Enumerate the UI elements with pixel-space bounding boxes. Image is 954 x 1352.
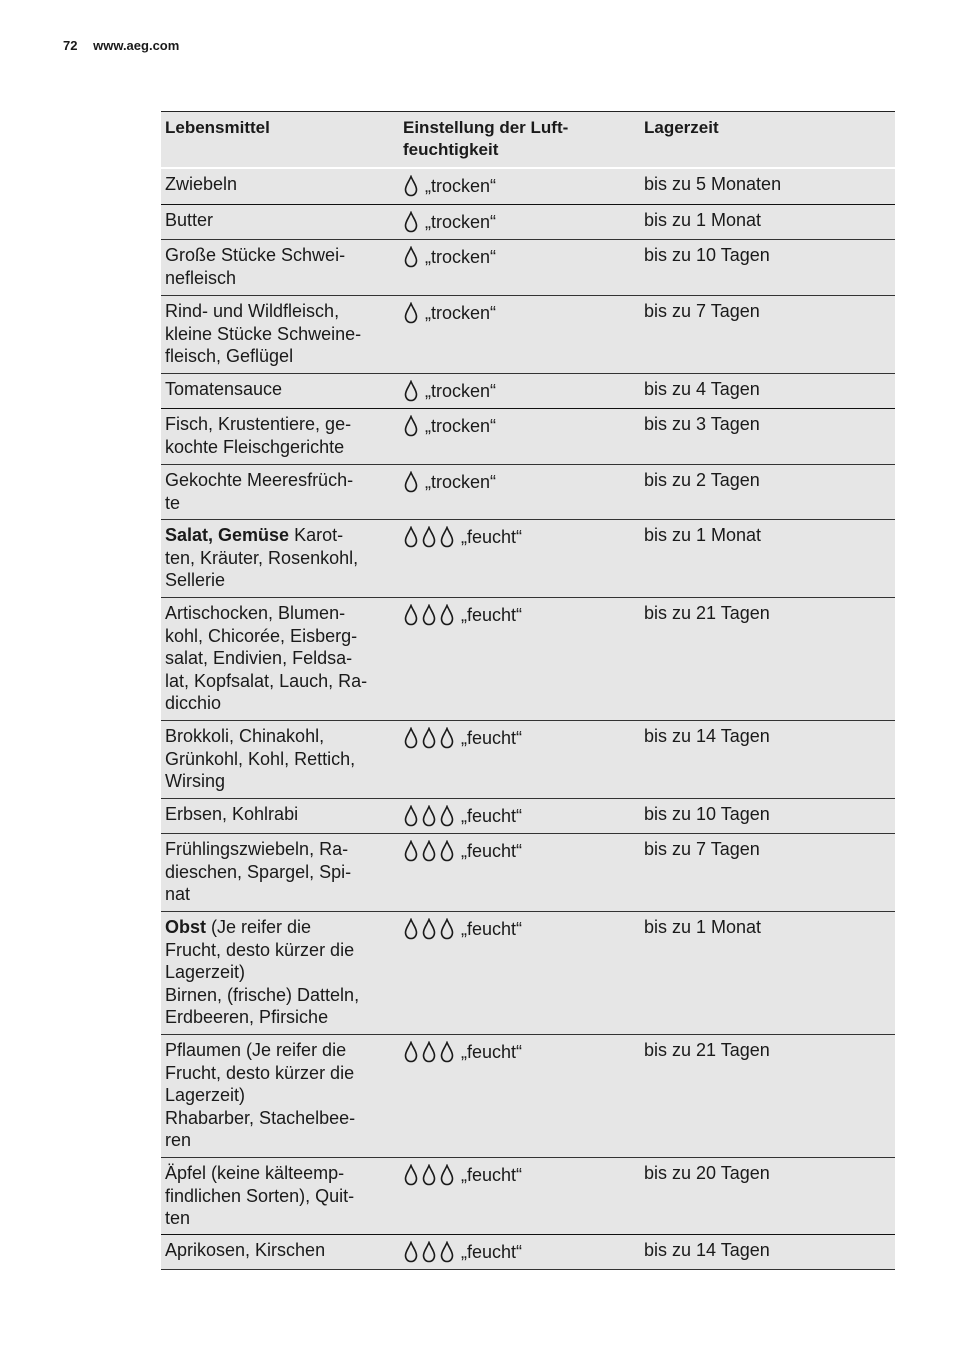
table-row (161, 598, 895, 721)
storage-time-cell: bis zu 1 Monat (644, 917, 762, 937)
storage-time-cell: bis zu 10 Tagen (644, 804, 770, 824)
water-drop-icon (403, 1041, 421, 1069)
humidity-setting: „feucht“ (461, 1042, 523, 1062)
storage-table (161, 111, 895, 1270)
table-row (161, 465, 895, 520)
header-humidity: Einstellung der Luft- feuchtigkeit (403, 118, 569, 159)
water-drop-icon (439, 840, 457, 868)
food-cell (161, 834, 399, 911)
food-text: Äpfel (keine kälteemp- findlichen Sorten), Quit- ten (165, 1163, 355, 1228)
table-row (161, 1235, 895, 1270)
water-drop-icon (439, 1041, 457, 1069)
storage-time-cell: bis zu 1 Monat (644, 525, 762, 545)
food-text: Pflaumen (Je reifer die Frucht, desto kürzer die Lagerzeit) Rhabarber, Stachelbee- ren (165, 1040, 356, 1150)
humidity-cell (399, 834, 640, 911)
food-text: Rind- und Wildfleisch, kleine Stücke Schweine- fleisch, Geflügel (165, 301, 362, 366)
storage-time-cell: bis zu 21 Tagen (644, 603, 770, 623)
table-row (161, 1158, 895, 1235)
food-cell (161, 799, 399, 833)
storage-time-cell: bis zu 1 Monat (644, 210, 762, 230)
storage-time-cell: bis zu 5 Monaten (644, 174, 782, 194)
humidity-setting: „trocken“ (425, 472, 497, 492)
food-cell (161, 374, 399, 408)
water-drop-icon (403, 1241, 421, 1269)
water-drop-icon (421, 526, 439, 554)
storage-time-cell: bis zu 10 Tagen (644, 245, 770, 265)
humidity-drop-icons (403, 727, 457, 755)
water-drop-icon (403, 302, 421, 330)
food-cell (161, 1035, 399, 1157)
water-drop-icon (439, 526, 457, 554)
humidity-drop-icons (403, 415, 421, 443)
storage-time-cell: bis zu 14 Tagen (644, 1240, 770, 1260)
storage-time-cell: bis zu 4 Tagen (644, 379, 760, 399)
humidity-drop-icons (403, 211, 421, 239)
humidity-cell (399, 374, 640, 408)
water-drop-icon (403, 805, 421, 833)
water-drop-icon (421, 840, 439, 868)
water-drop-icon (403, 175, 421, 203)
humidity-setting: „trocken“ (425, 303, 497, 323)
humidity-cell (399, 912, 640, 1034)
table-row (161, 169, 895, 205)
water-drop-icon (421, 805, 439, 833)
humidity-drop-icons (403, 1241, 457, 1269)
page-number: 72 (63, 38, 78, 53)
humidity-drop-icons (403, 1164, 457, 1192)
food-cell (161, 296, 399, 373)
food-text: Artischocken, Blumen- kohl, Chicorée, Eisberg- salat, Endivien, Feldsa- lat, Kopfsalat, Lauch, Ra- dicchio (165, 603, 368, 713)
food-cell (161, 520, 399, 597)
water-drop-icon (439, 805, 457, 833)
table-row (161, 374, 895, 409)
table-row (161, 721, 895, 799)
humidity-drop-icons (403, 246, 421, 274)
food-text: Große Stücke Schwei- nefleisch (165, 245, 346, 288)
storage-time-cell: bis zu 14 Tagen (644, 726, 770, 746)
water-drop-icon (403, 1164, 421, 1192)
humidity-setting: „feucht“ (461, 728, 523, 748)
humidity-setting: „trocken“ (425, 381, 497, 401)
water-drop-icon (403, 380, 421, 408)
food-text: (Je reifer die Frucht, desto kürzer die Lagerzeit) Birnen, (frische) Datteln, Erdbeeren, Pfirsiche (165, 917, 360, 1027)
humidity-drop-icons (403, 526, 457, 554)
storage-time-cell: bis zu 7 Tagen (644, 839, 760, 859)
food-text: Karot- ten, Kräuter, Rosenkohl, Sellerie (165, 525, 359, 590)
water-drop-icon (403, 246, 421, 274)
water-drop-icon (421, 1241, 439, 1269)
food-text: Butter (165, 210, 214, 230)
water-drop-icon (403, 727, 421, 755)
food-cell (161, 1158, 399, 1234)
food-text: Brokkoli, Chinakohl, Grünkohl, Kohl, Rettich, Wirsing (165, 726, 356, 791)
food-cell (161, 169, 399, 204)
header-food: Lebensmittel (165, 118, 270, 137)
humidity-cell (399, 1035, 640, 1157)
water-drop-icon (403, 526, 421, 554)
food-cell (161, 912, 399, 1034)
humidity-cell (399, 409, 640, 464)
water-drop-icon (403, 211, 421, 239)
humidity-setting: „feucht“ (461, 841, 523, 861)
humidity-drop-icons (403, 604, 457, 632)
humidity-drop-icons (403, 840, 457, 868)
humidity-setting: „feucht“ (461, 919, 523, 939)
water-drop-icon (421, 604, 439, 632)
food-cell (161, 721, 399, 798)
humidity-setting: „trocken“ (425, 416, 497, 436)
humidity-cell (399, 1235, 640, 1269)
humidity-setting: „feucht“ (461, 806, 523, 826)
water-drop-icon (421, 1041, 439, 1069)
humidity-setting: „feucht“ (461, 527, 523, 547)
water-drop-icon (421, 918, 439, 946)
table-row (161, 1035, 895, 1158)
water-drop-icon (421, 1164, 439, 1192)
water-drop-icon (403, 471, 421, 499)
food-category: Obst (165, 917, 207, 937)
food-category: Salat, Gemüse (165, 525, 290, 545)
humidity-drop-icons (403, 302, 421, 330)
humidity-setting: „trocken“ (425, 212, 497, 232)
humidity-cell (399, 205, 640, 239)
table-row (161, 834, 895, 912)
storage-time-cell: bis zu 3 Tagen (644, 414, 760, 434)
water-drop-icon (439, 604, 457, 632)
water-drop-icon (439, 727, 457, 755)
food-text: Erbsen, Kohlrabi (165, 804, 299, 824)
website-url: www.aeg.com (93, 38, 180, 53)
table-header-row (161, 112, 895, 169)
water-drop-icon (439, 918, 457, 946)
water-drop-icon (403, 604, 421, 632)
table-row (161, 409, 895, 465)
water-drop-icon (421, 727, 439, 755)
water-drop-icon (403, 415, 421, 443)
water-drop-icon (403, 840, 421, 868)
food-text: Zwiebeln (165, 174, 238, 194)
humidity-cell (399, 1158, 640, 1234)
food-text: Fisch, Krustentiere, ge- kochte Fleischgerichte (165, 414, 352, 457)
humidity-drop-icons (403, 380, 421, 408)
food-text: Frühlingszwiebeln, Ra- dieschen, Spargel, Spi- nat (165, 839, 352, 904)
humidity-setting: „feucht“ (461, 1165, 523, 1185)
food-cell (161, 1235, 399, 1269)
humidity-cell (399, 169, 640, 204)
humidity-drop-icons (403, 918, 457, 946)
table-row (161, 240, 895, 296)
table-row (161, 799, 895, 834)
water-drop-icon (403, 918, 421, 946)
humidity-cell (399, 598, 640, 720)
humidity-drop-icons (403, 1041, 457, 1069)
food-cell (161, 409, 399, 464)
food-cell (161, 205, 399, 239)
humidity-cell (399, 240, 640, 295)
page-header (63, 38, 179, 53)
humidity-setting: „feucht“ (461, 1242, 523, 1262)
humidity-drop-icons (403, 175, 421, 203)
food-text: Tomatensauce (165, 379, 283, 399)
header-storage-time: Lagerzeit (644, 118, 719, 137)
humidity-drop-icons (403, 471, 421, 499)
table-row (161, 296, 895, 374)
table-row (161, 520, 895, 598)
food-cell (161, 598, 399, 720)
humidity-cell (399, 296, 640, 373)
humidity-setting: „trocken“ (425, 247, 497, 267)
table-row (161, 205, 895, 240)
storage-time-cell: bis zu 7 Tagen (644, 301, 760, 321)
water-drop-icon (439, 1164, 457, 1192)
table-row (161, 912, 895, 1035)
humidity-cell (399, 520, 640, 597)
humidity-setting: „feucht“ (461, 605, 523, 625)
humidity-cell (399, 721, 640, 798)
humidity-cell (399, 799, 640, 833)
humidity-setting: „trocken“ (425, 176, 497, 196)
humidity-cell (399, 465, 640, 519)
food-text: Gekochte Meeresfrüch- te (165, 470, 354, 513)
food-text: Aprikosen, Kirschen (165, 1240, 326, 1260)
storage-time-cell: bis zu 21 Tagen (644, 1040, 770, 1060)
storage-time-cell: bis zu 2 Tagen (644, 470, 760, 490)
water-drop-icon (439, 1241, 457, 1269)
food-cell (161, 240, 399, 295)
food-cell (161, 465, 399, 519)
humidity-drop-icons (403, 805, 457, 833)
storage-time-cell: bis zu 20 Tagen (644, 1163, 770, 1183)
